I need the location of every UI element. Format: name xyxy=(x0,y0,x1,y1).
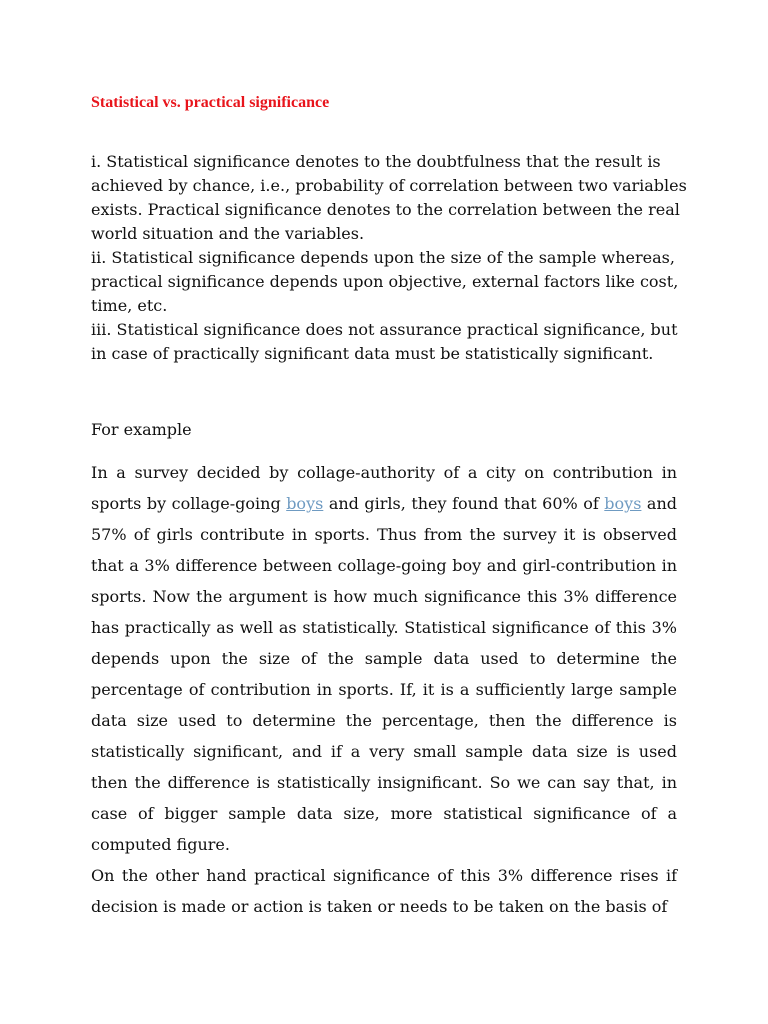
example-paragraph xyxy=(91,457,677,860)
comparison-list xyxy=(91,150,691,366)
paragraph-text-1: In a survey decided by collage-authority of a city on contribution in sports by collage-going xyxy=(91,463,677,513)
paragraph-text-2: and girls, they found that 60% of xyxy=(323,494,605,513)
boys-link-2[interactable]: boys xyxy=(604,494,642,513)
example-heading: For example xyxy=(91,420,192,439)
document-title: Statistical vs. practical significance xyxy=(91,94,330,111)
practical-paragraph: On the other hand practical significance of this 3% difference rises if decision is made or action is taken or needs to be taken on the basis of xyxy=(91,866,677,916)
point-ii: ii. Statistical significance depends upon the size of the sample whereas, practical significance depends upon objective, external factors like cost, time, etc. xyxy=(91,248,679,315)
point-i: i. Statistical significance denotes to the doubtfulness that the result is achieved by chance, i.e., probability of correlation between two variables exists. Practical significance denotes to the correlation between the real world situation and the variables. xyxy=(91,152,687,243)
boys-link-1[interactable]: boys xyxy=(286,494,324,513)
example-body xyxy=(91,457,677,922)
point-iii: iii. Statistical significance does not assurance practical significance, but in case of practically significant data must be statistically significant. xyxy=(91,320,678,363)
paragraph-text-3: and 57% of girls contribute in sports. Thus from the survey it is observed that a 3% difference between collage-going boy and girl-contribution in sports. Now the argument is how much significance this 3% difference has practically as well as statistically. Statistical significance of this 3% depends upon the size of the sample data used to determine the percentage of contribution in sports. If, it is a sufficiently large sample data size used to determine the percentage, then the difference is statistically significant, and if a very small sample data size is used then the difference is statistically insignificant. So we can say that, in case of bigger sample data size, more statistical significance of a computed figure. xyxy=(91,494,678,854)
